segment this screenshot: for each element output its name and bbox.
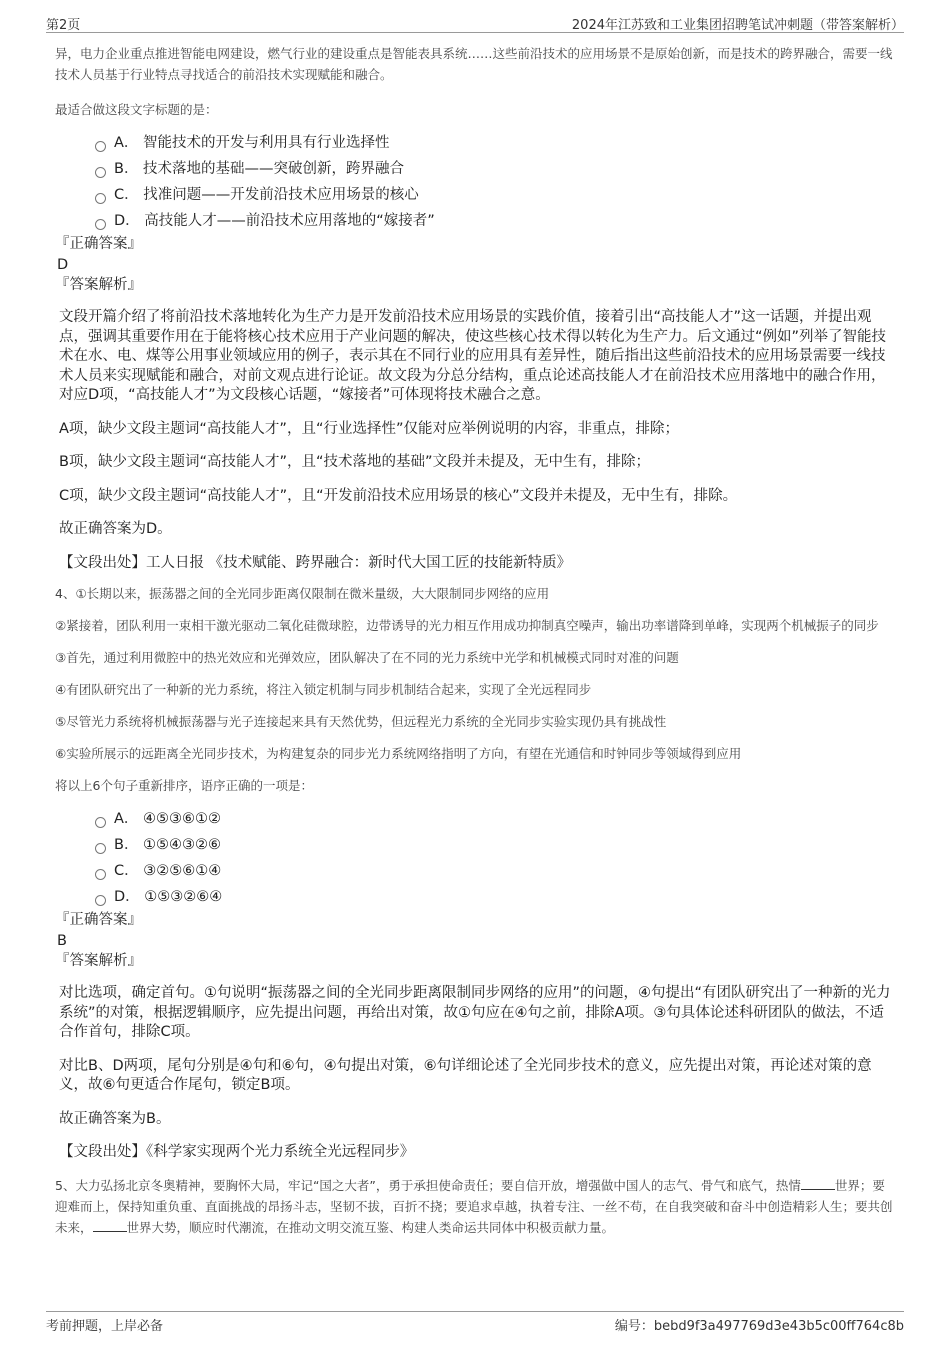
q3-analysis-tag: 『答案解析』 — [55, 277, 142, 293]
radio-icon[interactable] — [95, 817, 106, 828]
radio-icon[interactable] — [95, 167, 106, 178]
page-footer — [46, 1311, 904, 1335]
document-title: 2024年江苏致和工业集团招聘笔试冲刺题（带答案解析） — [571, 18, 904, 33]
footer-slogan: 考前押题，上岸必备 — [46, 1319, 164, 1334]
option-label: B． 技术落地的基础——突破创新，跨界融合 — [114, 161, 405, 177]
q5-text-part2: 世界；要迎难而上，保持知重负重、直面挑战的昂扬斗志，坚韧不拔，百折不挠；要追求卓越，执着专注、一丝不苟，在自我突破和奋斗中创造精彩人生；要共创未来， — [55, 1177, 893, 1235]
q4-prompt: 将以上6个句子重新排序，语序正确的一项是： — [55, 778, 313, 793]
q4-answer: B — [57, 933, 67, 949]
option-label: A． ④⑤③⑥①② — [114, 811, 222, 827]
radio-icon[interactable] — [95, 895, 106, 906]
radio-icon[interactable] — [95, 219, 106, 230]
document-code: 编号：bebd9f3a497769d3e43b5c00ff764c8b — [614, 1319, 904, 1334]
q5-text-part3: 世界大势，顺应时代潮流，在推动文明交流互鉴、构建人类命运共同体中积极贡献力量。 — [126, 1219, 615, 1235]
q5-blank-1 — [801, 1176, 835, 1190]
q3-analysis-main: 文段开篇介绍了将前沿技术落地转化为生产力是开发前沿技术应用场景的实践价值，接着引出“高技能人才”这一话题，并提出观点，强调其重要作用在于能将核心技术应用于产业问题的解决，使这些核心技术得以转化为生产力。后文通过“例如”列举了智能技术在水、电、煤等公用事业领域应用的例子，表示其在不同行业的应用具有差异性，随后指出这些前沿技术的应用场景需要一线技术人员来实现赋能和融合，对前文观点进行论证。故文段为分总分结构，重点论述高技能人才在前沿技术应用落地中的融合作用，对应D项，“高技能人才”为文段核心话题，“嫁接者”可体现将技术融合之意。 — [59, 309, 887, 403]
q4-sentence-6: ⑥实验所展示的远距离全光同步技术，为构建复杂的同步光力系统网络指明了方向，有望在光通信和时钟同步等领域得到应用 — [55, 746, 742, 761]
q3-answer: D — [57, 257, 69, 273]
q3-option-c[interactable] — [95, 182, 895, 208]
q4-sentence-3: ③首先，通过利用微腔中的热光效应和光弹效应，团队解决了在不同的光力系统中光学和机械模式同时对准的问题 — [55, 650, 679, 665]
q3-analysis-b: B项，缺少文段主题词“高技能人才”，且“技术落地的基础”文段并未提及，无中生有，排除； — [59, 454, 650, 470]
q4-option-d[interactable] — [95, 884, 895, 910]
q3-answer-tag: 『正确答案』 — [55, 236, 142, 252]
q5-question — [55, 1175, 895, 1238]
option-label: D． 高技能人才——前沿技术应用落地的“嫁接者” — [114, 213, 435, 229]
radio-icon[interactable] — [95, 869, 106, 880]
q3-conclusion: 故正确答案为D。 — [59, 521, 172, 537]
q4-conclusion: 故正确答案为B。 — [59, 1110, 171, 1127]
q4-source: 【文段出处】《科学家实现两个光力系统全光远程同步》 — [59, 1144, 415, 1160]
q3-analysis-a: A项，缺少文段主题词“高技能人才”，且“行业选择性”仅能对应举例说明的内容，非重点，排除； — [59, 420, 679, 437]
page-number: 第2页 — [46, 18, 81, 33]
option-label: C． ③②⑤⑥①④ — [114, 863, 222, 879]
intro-paragraph: 异，电力企业重点推进智能电网建设，燃气行业的建设重点是智能表具系统……这些前沿技术的应用场景不是原始创新，而是技术的跨界融合，需要一线技术人员基于行业特点寻找适合的前沿技术实现赋能和融合。 — [55, 46, 893, 82]
q4-analysis-tag: 『答案解析』 — [55, 953, 142, 969]
q4-option-c[interactable] — [95, 858, 895, 884]
option-label: C． 找准问题——开发前沿技术应用场景的核心 — [114, 187, 419, 203]
radio-icon[interactable] — [95, 193, 106, 204]
q4-sentence-4: ④有团队研究出了一种新的光力系统，将注入锁定机制与同步机制结合起来，实现了全光远程同步 — [55, 682, 592, 697]
q3-option-d[interactable] — [95, 208, 895, 234]
option-label: A． 智能技术的开发与利用具有行业选择性 — [114, 135, 390, 151]
q3-options — [95, 130, 895, 234]
option-label: D． ①⑤③②⑥④ — [114, 889, 223, 905]
q4-analysis-bd: 对比B、D两项，尾句分别是④句和⑥句，④句提出对策，⑥句详细论述了全光同步技术的意义，应先提出对策，再论述对策的意义，故⑥句更适合作尾句，锁定B项。 — [59, 1057, 872, 1093]
q5-text-part1: 5、大力弘扬北京冬奥精神，要胸怀大局，牢记“国之大者”，勇于承担使命责任；要自信开放，增强做中国人的志气、骨气和底气，热情 — [55, 1177, 801, 1193]
radio-icon[interactable] — [95, 843, 106, 854]
q4-option-b[interactable] — [95, 832, 895, 858]
q4-sentence-2: ②紧接着，团队利用一束相干激光驱动二氧化硅微球腔，边带诱导的光力相互作用成功抑制真空噪声，输出功率谱降到单峰，实现两个机械振子的同步 — [55, 618, 879, 633]
q3-option-a[interactable] — [95, 130, 895, 156]
q3-prompt: 最适合做这段文字标题的是： — [55, 102, 218, 117]
q3-option-b[interactable] — [95, 156, 895, 182]
q3-analysis-c: C项，缺少文段主题词“高技能人才”，且“开发前沿技术应用场景的核心”文段并未提及，无中生有，排除。 — [59, 487, 738, 504]
q4-sentence-1: 4、①长期以来，振荡器之间的全光同步距离仅限制在微米量级，大大限制同步网络的应用 — [55, 586, 550, 601]
q5-blank-2 — [93, 1218, 127, 1232]
page-content — [55, 43, 895, 1238]
q3-source: 【文段出处】工人日报 《技术赋能、跨界融合：新时代大国工匠的技能新特质》 — [59, 554, 572, 571]
option-label: B． ①⑤④③②⑥ — [114, 837, 222, 853]
q4-analysis-main: 对比选项，确定首句。①句说明“振荡器之间的全光同步距离限制同步网络的应用”的问题，④句提出“有团队研究出了一种新的光力系统”的对策，根据逻辑顺序，应先提出问题，再给出对策，故①句应在④句之前，排除A项。③句具体论述科研团队的做法，不适合作首句，排除C项。 — [59, 985, 891, 1040]
page-header — [46, 14, 904, 33]
q4-sentence-5: ⑤尽管光力系统将机械振荡器与光子连接起来具有天然优势，但远程光力系统的全光同步实验实现仍具有挑战性 — [55, 714, 667, 729]
q4-answer-tag: 『正确答案』 — [55, 912, 142, 928]
q4-options — [95, 806, 895, 910]
q4-option-a[interactable] — [95, 806, 895, 832]
radio-icon[interactable] — [95, 141, 106, 152]
